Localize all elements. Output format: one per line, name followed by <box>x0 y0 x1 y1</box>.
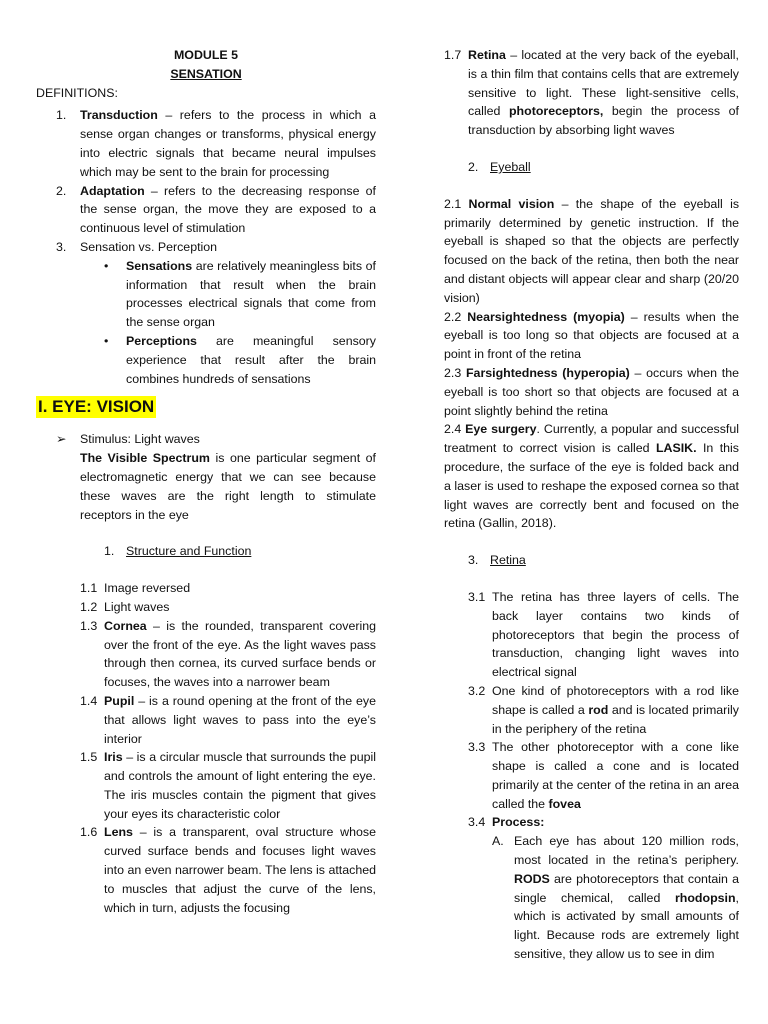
module-title: MODULE 5 <box>173 48 239 62</box>
section-heading: 3. Retina <box>468 553 526 568</box>
definition-item: 2. Adaptation – refers to the decreasing response of the sense organ, the move they are exposed to a continuous level of stimulation <box>56 183 376 236</box>
definitions-label: DEFINITIONS: <box>36 85 118 100</box>
eye-vision-heading: I. EYE: VISION <box>38 397 155 417</box>
list-item: 1.1 Image reversed <box>80 581 191 596</box>
normal-vision-paragraph: 2.1 Normal vision – the shape of the eyeball is primarily determined by genetic instruction. If the eyeball is shaped so that the objects are perfectly focused on the back of the retina, then both the near and distant objects will appear clear and sharp (20/20 vision) <box>444 196 740 305</box>
section-heading: 2. Eyeball <box>468 159 531 174</box>
list-item: 3.1 The retina has three layers of cells. The back layer contains two kinds of photoreceptors that begin the process of transduction, changing light waves into electrical signal <box>468 589 739 680</box>
list-item: 1.7 Retina – located at the very back of the eyeball, is a thin film that contains cells that are extremely sensitive to light. These light-sensitive cells, called photoreceptors, begin the process of transduction by absorbing light waves <box>444 48 739 138</box>
list-item: 1.3 Cornea – is the rounded, transparent covering over the front of the eye. As the light waves pass through then cornea, its curved surface bends or focuses, the waves into a narrower beam <box>80 618 376 690</box>
list-item: A. Each eye has about 120 million rods, most located in the retina’s periphery. RODS are photoreceptors that contain a single chemical, called rhodopsin, which is activated by small amounts of light. Because rods are extremely light sensitive, they allow us to see in dim <box>492 834 739 962</box>
section-heading: 1. Structure and Function <box>104 544 252 559</box>
list-item: 1.5 Iris – is a circular muscle that surrounds the pupil and controls the amount of light entering the eye. The iris muscles contain the pigment that gives your eyes its characteristic color <box>80 750 376 821</box>
definition-item: 3. Sensation vs. Perception <box>56 239 218 254</box>
list-item: 1.4 Pupil – is a round opening at the front of the eye that allows light waves to pass into the eye’s interior <box>80 693 376 746</box>
sensation-title: SENSATION <box>170 66 242 81</box>
bullet-item: • Perceptions are meaningful sensory experience that result after the brain combines hundreds of sensations <box>36 332 376 388</box>
right-column <box>444 46 739 964</box>
bullet-item: • Sensations are relatively meaningless bits of information that result when the brain processes electrical signals that come from the sense organ <box>36 257 376 332</box>
visible-spectrum-paragraph: The Visible Spectrum is one particular segment of electromagnetic energy that we can see because these waves are the right length to stimulate receptors in the eye <box>80 451 376 522</box>
left-column <box>36 46 376 917</box>
stimulus-item: ➢ Stimulus: Light waves <box>36 430 376 449</box>
list-item: 3.3 The other photoreceptor with a cone like shape is called a cone and is located primarily at the center of the retina in an area called the fovea <box>468 740 739 811</box>
arrow-bullet-icon: ➢ <box>56 432 67 447</box>
myopia-paragraph: 2.2 Nearsightedness (myopia) – results when the eyeball is too long so that objects are focused at a point in front of the retina <box>444 309 739 362</box>
eye-surgery-paragraph: 2.4 Eye surgery. Currently, a popular and successful treatment to correct vision is called LASIK. In this procedure, the surface of the eye is folded back and a laser is used to reshape the exposed cornea so that light waves are correctly bent and focused on the retina (Gallin, 2018). <box>444 422 739 531</box>
list-item: 3.2 One kind of photoreceptors with a rod like shape is called a rod and is located primarily in the periphery of the retina <box>468 683 739 736</box>
definition-item: 1. Transduction – refers to the process in which a sense organ changes or transforms, physical energy into electric signals that became neural impulses which may be sent to the brain for processing <box>56 108 376 179</box>
list-item: 3.4 Process: <box>468 815 545 830</box>
list-item: 1.2 Light waves <box>80 599 170 614</box>
list-item: 1.6 Lens – is a transparent, oval structure whose curved surface bends and focuses light waves into an even narrower beam. The lens is attached to muscles that adjust the curve of the lens, which in turn, adjusts the focusing <box>80 825 376 915</box>
hyperopia-paragraph: 2.3 Farsightedness (hyperopia) – occurs when the eyeball is too short so that objects are focused at a point slightly behind the retina <box>444 365 739 418</box>
bullet-icon: • <box>104 333 109 348</box>
bullet-icon: • <box>104 258 109 273</box>
